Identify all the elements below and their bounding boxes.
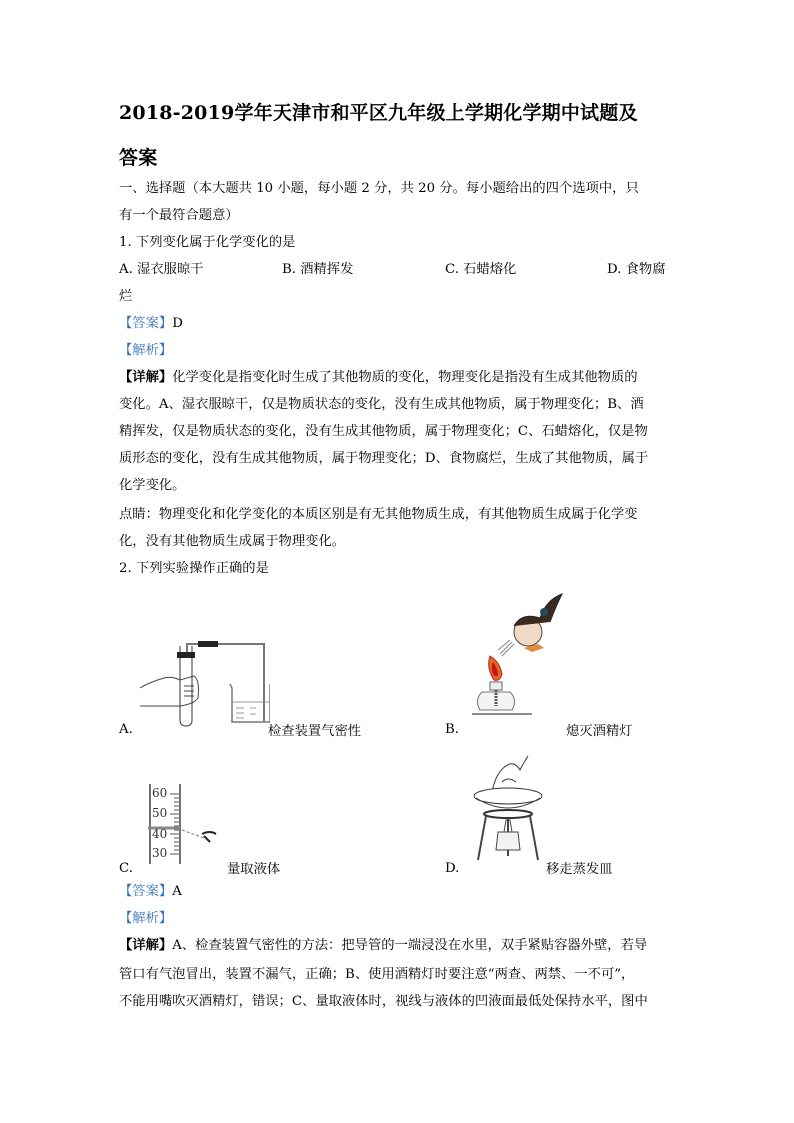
q2-stem: 2. 下列实验操作正确的是 bbox=[119, 561, 269, 576]
q2-detail-line-2: 管口有气泡冒出，装置不漏气，正确；B、使用酒精灯时要注意“两查、两禁、一不可”， bbox=[119, 967, 635, 982]
q1-option-a: A. 湿衣服晾干 bbox=[119, 262, 204, 277]
q2-option-d-caption: 移走蒸发皿 bbox=[546, 862, 613, 877]
q2-option-a-caption: 检查装置气密性 bbox=[268, 724, 362, 739]
q2-option-c-caption: 量取液体 bbox=[227, 862, 281, 877]
answer-label: 【答案】 bbox=[119, 884, 173, 899]
q1-detail-line-4: 质形态的变化，没有生成其他物质，属于物理变化；D、食物腐烂，生成了其他物质，属于 bbox=[119, 451, 649, 466]
q1-detail-line-3: 精挥发，仅是物质状态的变化，没有生成其他物质，属于物理变化；C、石蜡熔化，仅是物 bbox=[119, 424, 648, 439]
q2-answer bbox=[119, 884, 182, 900]
q1-option-d-wrap: 烂 bbox=[119, 289, 133, 304]
figure-extinguish-alcohol-lamp bbox=[472, 592, 572, 722]
tick-30: 30 bbox=[152, 846, 168, 860]
document-title-line1: 2018-2019学年天津市和平区九年级上学期化学期中试题及 bbox=[119, 102, 638, 124]
answer-value: A bbox=[172, 884, 182, 899]
q2-option-a-letter: A. bbox=[119, 722, 133, 737]
q2-option-d-letter: D. bbox=[445, 861, 460, 876]
q1-option-c: C. 石蜡熔化 bbox=[445, 262, 517, 277]
q1-tip-line-2: 化，没有其他物质生成属于物理变化。 bbox=[119, 534, 346, 549]
section-heading-line2: 有一个最符合题意） bbox=[119, 208, 239, 223]
q1-detail-line-1: 【详解】化学变化是指变化时生成了其他物质的变化，物理变化是指没有生成其他物质的 bbox=[119, 370, 638, 385]
q1-option-d: D. 食物腐 bbox=[607, 262, 666, 277]
q2-option-c-letter: C. bbox=[119, 861, 133, 876]
q2-option-b-letter: B. bbox=[445, 722, 459, 737]
q1-option-b: B. 酒精挥发 bbox=[282, 262, 354, 277]
q1-detail-line-2: 变化。A、湿衣服晾干，仅是物质状态的变化，没有生成其他物质，属于物理变化；B、酒 bbox=[119, 397, 644, 412]
q1-detail-line-5: 化学变化。 bbox=[119, 478, 186, 493]
q1-analysis-label: 【解析】 bbox=[119, 343, 173, 358]
section-heading-line1: 一、选择题（本大题共 10 小题，每小题 2 分，共 20 分。每小题给出的四个选项中，只 bbox=[119, 181, 639, 196]
tick-40: 40 bbox=[152, 827, 168, 841]
q2-detail-line-1: 【详解】A、检查装置气密性的方法：把导管的一端浸没在水里，双手紧贴容器外壁，若导 bbox=[119, 938, 648, 953]
q2-option-b-caption: 熄灭酒精灯 bbox=[566, 724, 633, 739]
tick-50: 50 bbox=[152, 806, 168, 820]
figure-evaporating-dish-tripod bbox=[472, 752, 552, 862]
detail-label: 【详解】 bbox=[119, 370, 173, 385]
answer-label: 【答案】 bbox=[119, 316, 173, 331]
figure-airtightness-check bbox=[140, 640, 270, 730]
document-title-line2: 答案 bbox=[119, 147, 158, 169]
answer-value: D bbox=[172, 316, 183, 331]
q2-analysis-label: 【解析】 bbox=[119, 911, 173, 926]
q1-tip-line-1: 点睛：物理变化和化学变化的本质区别是有无其他物质生成，有其他物质生成属于化学变 bbox=[119, 507, 638, 522]
tick-60: 60 bbox=[152, 786, 168, 800]
q1-answer bbox=[119, 316, 183, 332]
detail-label: 【详解】 bbox=[119, 938, 173, 953]
figure-graduated-cylinder bbox=[148, 784, 228, 866]
q2-detail-line-3: 不能用嘴吹灭酒精灯，错误；C、量取液体时，视线与液体的凹液面最低处保持水平，图中 bbox=[119, 994, 648, 1009]
q1-stem: 1. 下列变化属于化学变化的是 bbox=[119, 235, 296, 250]
